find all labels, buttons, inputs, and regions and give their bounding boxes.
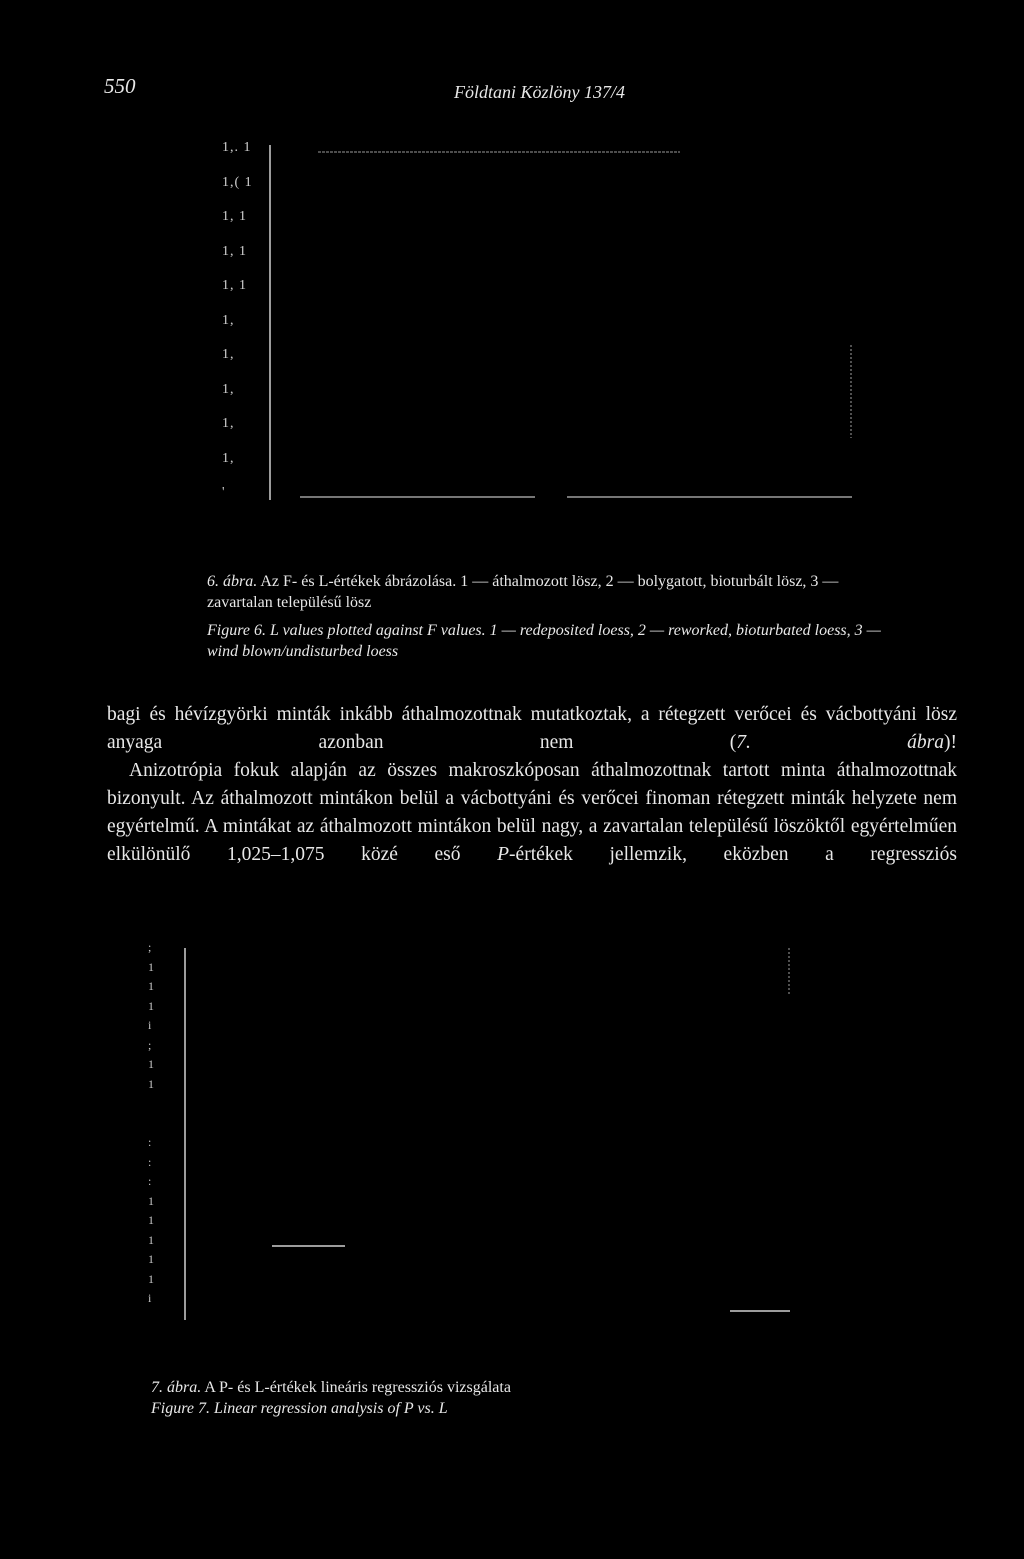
- figure7-caption-hu-text: A P- és L-értékek lineáris regressziós vizsgálata: [204, 1379, 511, 1396]
- variable-p: P: [497, 844, 510, 865]
- paragraph-text: Anizotrópia fokuk alapján az összes makroszkóposan áthalmozottnak tartott minta áthalmozottnak bizonyult. Az áthalmozott mintákon belül a vácbottyáni és verőcei finoman rétegzett minták helyzete nem egyértelmű. A mintákat az áthalmozott mintákon belül nagy, a zavartalan településű löszöktől egyértelműen elkülönülő 1,025–1,075 közé eső: [107, 760, 957, 865]
- tick-label: 1, 1: [222, 209, 247, 224]
- tick-label: 1: [148, 1252, 154, 1266]
- tick-label: 1: [148, 959, 154, 974]
- figure6-caption-hu-text: Az F- és L-értékek ábrázolása. 1 — áthalmozott lösz, 2 — bolygatott, bioturbált lösz, 3 — zavartalan településű lösz: [207, 573, 839, 611]
- tick-label: 1: [148, 1076, 154, 1091]
- figure7-caption: [151, 1377, 751, 1419]
- tick-label: ;: [148, 940, 152, 954]
- figure6-caption-en: [207, 620, 887, 662]
- tick-label: 1,: [222, 312, 235, 328]
- tick-label: :: [148, 1174, 152, 1188]
- figure6-label-en: Figure 6.: [207, 622, 266, 639]
- tick-label: 1: [148, 1271, 154, 1286]
- paragraph: [107, 757, 957, 869]
- tick-label: ': [222, 485, 226, 500]
- figure6-label-hu: 6. ábra.: [207, 573, 258, 590]
- figure7-label-hu: 7. ábra.: [151, 1379, 202, 1396]
- paragraph: [107, 701, 957, 757]
- figure6-caption-hu: [207, 571, 887, 613]
- figure7-caption-hu: [151, 1377, 751, 1398]
- figure6-caption-en-text: L values plotted against F values. 1 — redeposited loess, 2 — reworked, bioturbated loess, 3 — wind blown/undisturbed loess: [207, 622, 881, 660]
- tick-label: 1: [148, 1057, 154, 1071]
- tick-label: 1,. 1: [222, 140, 252, 155]
- paragraph-text: bagi és hévízgyörki minták inkább áthalmozottnak mutatkoztak, a rétegzett verőcei és vácbottyáni lösz anyaga azonban nem (: [107, 704, 957, 753]
- tick-label: 1: [148, 1193, 154, 1208]
- tick-label: [148, 1116, 168, 1136]
- figure-reference: 7. ábra: [736, 732, 945, 753]
- tick-label: 1,: [222, 416, 235, 431]
- tick-label: 1: [148, 979, 154, 993]
- tick-label: 1, 1: [222, 278, 247, 293]
- tick-label: i: [148, 1018, 152, 1032]
- tick-label: [148, 1096, 168, 1116]
- paragraph-text-end: )!: [944, 732, 958, 753]
- body-text: [107, 701, 957, 869]
- figure6-y-tick-labels: [222, 140, 262, 520]
- tick-label: 1,: [222, 381, 235, 397]
- tick-label: 1, 1: [222, 243, 247, 259]
- figure7-y-tick-labels: [148, 940, 168, 1311]
- tick-label: :: [148, 1154, 152, 1169]
- paragraph-text-end: -értékek jellemzik, eközben a regressziós: [509, 844, 958, 865]
- tick-label: 1: [148, 1213, 154, 1227]
- running-head: Földtani Közlöny 137/4: [454, 82, 625, 102]
- tick-label: :: [148, 1135, 152, 1149]
- tick-label: i: [148, 1291, 152, 1305]
- figure7-caption-en: Figure 7. Linear regression analysis of P vs. L: [151, 1400, 448, 1417]
- page-number: 550: [104, 74, 136, 98]
- tick-label: ;: [148, 1037, 152, 1052]
- tick-label: 1: [148, 1232, 154, 1247]
- tick-label: 1,( 1: [222, 174, 253, 190]
- tick-label: 1: [148, 998, 154, 1013]
- tick-label: 1,: [222, 347, 235, 362]
- tick-label: 1,: [222, 450, 235, 466]
